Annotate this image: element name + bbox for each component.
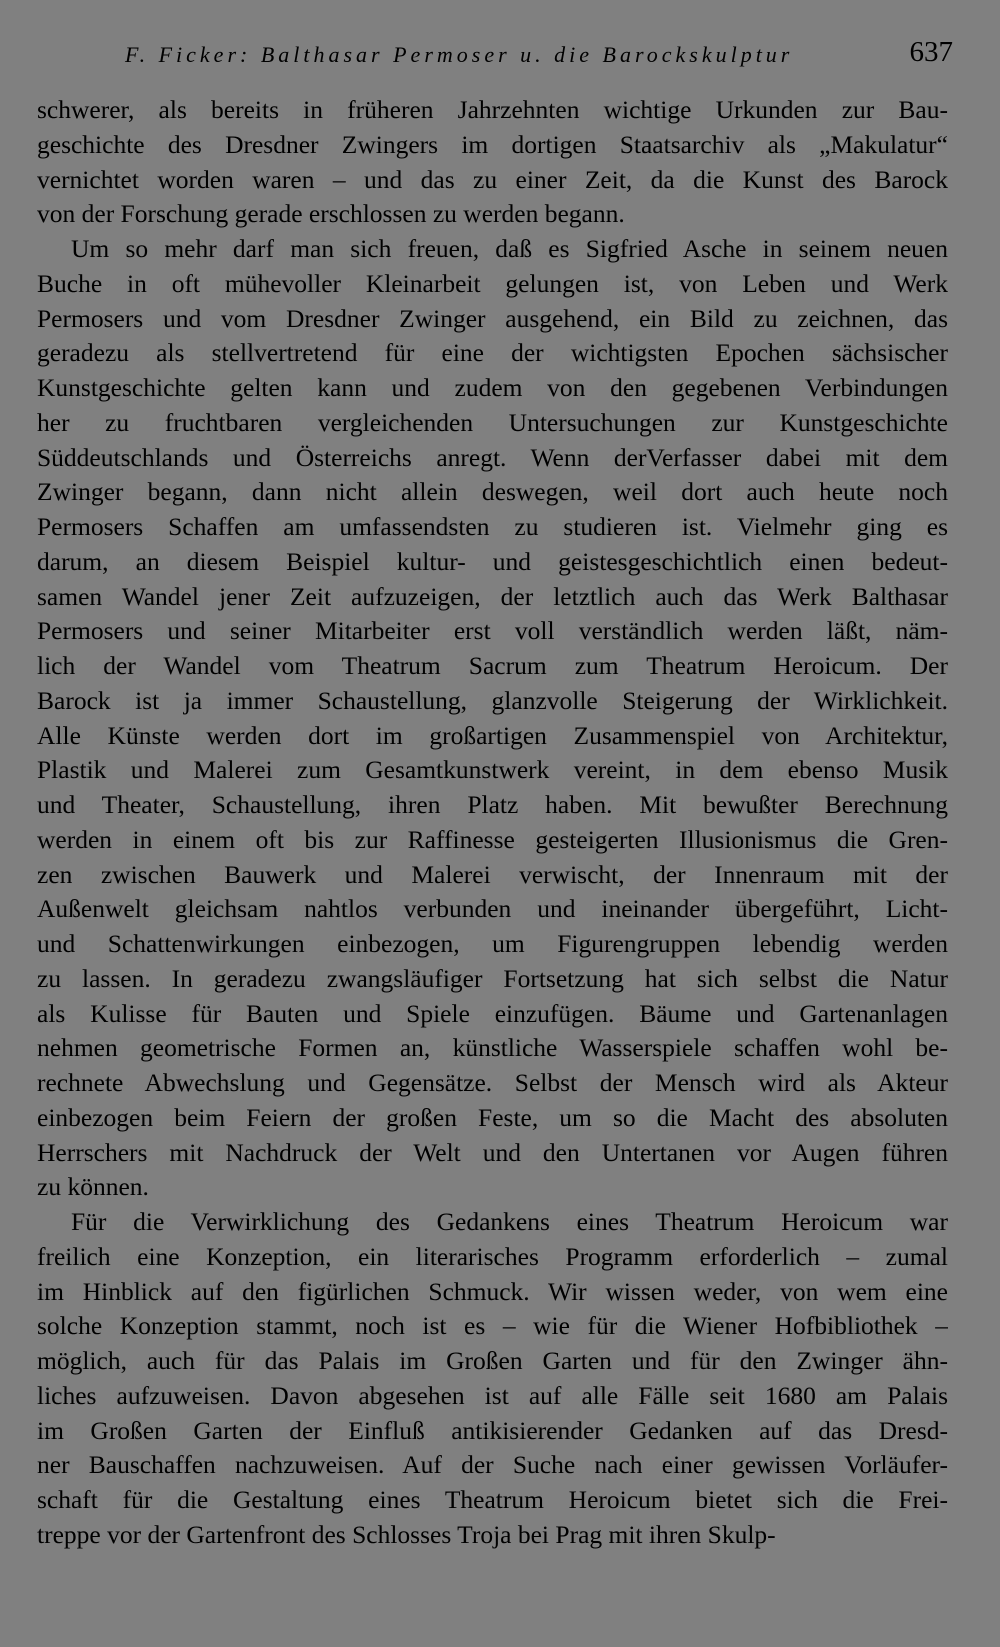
text-line: von der Forschung gerade erschlossen zu werden begann. — [37, 199, 625, 229]
text-line: zu lassen. In geradezu zwangsläufiger Fortsetzung hat sich selbst die Natur — [37, 963, 948, 993]
text-line: Permosers und vom Dresdner Zwinger ausgehend, ein Bild zu zeichnen, das — [37, 303, 948, 333]
text-line: und Schattenwirkungen einbezogen, um Figurengruppen lebendig werden — [37, 929, 948, 958]
text-line: darum, an diesem Beispiel kultur- und geistesgeschichtlich einen bedeut- — [37, 546, 948, 576]
text-line: als Kulisse für Bauten und Spiele einzufügen. Bäume und Gartenanlagen — [37, 998, 948, 1028]
text-line: geschichte des Dresdner Zwingers im dortigen Staatsarchiv als „Makulatur“ — [37, 129, 948, 159]
text-line: geradezu als stellvertretend für eine der wichtigsten Epochen sächsischer — [37, 338, 948, 368]
text-line: Süddeutschlands und Österreichs anregt. Wenn derVerfasser dabei mit dem — [37, 442, 948, 472]
text-line: Buche in oft mühevoller Kleinarbeit gelungen ist, von Leben und Werk — [37, 268, 948, 298]
page-header — [125, 36, 953, 76]
text-line: Kunstgeschichte gelten kann und zudem von den gegebenen Verbindungen — [37, 373, 948, 402]
text-line: möglich, auch für das Palais im Großen Garten und für den Zwinger ähn- — [37, 1346, 948, 1375]
text-line: freilich eine Konzeption, ein literarisches Programm erforderlich – zumal — [37, 1241, 948, 1271]
text-line: im Hinblick auf den figürlichen Schmuck. Wir wissen weder, von wem eine — [37, 1276, 948, 1306]
running-title: F. Ficker: Balthasar Permoser u. die Barockskulptur — [125, 42, 794, 67]
text-line: vernichtet worden waren – und das zu einer Zeit, da die Kunst des Barock — [37, 164, 948, 194]
text-line: und Theater, Schaustellung, ihren Platz haben. Mit bewußter Berechnung — [37, 790, 948, 819]
text-line: Außenwelt gleichsam nahtlos verbunden und ineinander übergeführt, Licht- — [37, 894, 948, 924]
text-line: werden in einem oft bis zur Raffinesse gesteigerten Illusionismus die Gren- — [37, 824, 948, 854]
text-line: Barock ist ja immer Schaustellung, glanzvolle Steigerung der Wirklichkeit. — [37, 685, 948, 715]
text-line: im Großen Garten der Einfluß antikisierender Gedanken auf das Dresd- — [37, 1415, 948, 1445]
text-line: Permosers und seiner Mitarbeiter erst voll verständlich werden läßt, näm- — [37, 616, 948, 646]
text-line: lich der Wandel vom Theatrum Sacrum zum Theatrum Heroicum. Der — [37, 651, 948, 680]
text-line: rechnete Abwechslung und Gegensätze. Selbst der Mensch wird als Akteur — [37, 1068, 948, 1097]
text-line: einbezogen beim Feiern der großen Feste, um so die Macht des absoluten — [37, 1102, 948, 1132]
text-line: Alle Künste werden dort im großartigen Zusammenspiel von Architektur, — [37, 720, 948, 750]
text-line: liches aufzuweisen. Davon abgesehen ist auf alle Fälle seit 1680 am Palais — [37, 1380, 948, 1410]
text-line: treppe vor der Gartenfront des Schlosses Troja bei Prag mit ihren Skulp- — [37, 1519, 776, 1549]
paragraph — [37, 93, 948, 232]
page-number: 637 — [909, 36, 953, 68]
text-line: solche Konzeption stammt, noch ist es – wie für die Wiener Hofbibliothek – — [37, 1311, 948, 1341]
text-line: Für die Verwirklichung des Gedankens eines Theatrum Heroicum war — [71, 1207, 948, 1236]
text-line: her zu fruchtbaren vergleichenden Untersuchungen zur Kunstgeschichte — [37, 407, 948, 437]
text-line: samen Wandel jener Zeit aufzuzeigen, der letztlich auch das Werk Balthasar — [37, 581, 948, 611]
text-line: Zwinger begann, dann nicht allein deswegen, weil dort auch heute noch — [37, 477, 948, 507]
text-line: Um so mehr darf man sich freuen, daß es Sigfried Asche in seinem neuen — [71, 234, 948, 263]
text-line: schaft für die Gestaltung eines Theatrum Heroicum bietet sich die Frei- — [37, 1485, 948, 1514]
body-text — [37, 93, 948, 1553]
text-line: ner Bauschaffen nachzuweisen. Auf der Suche nach einer gewissen Vorläufer- — [37, 1450, 948, 1480]
text-line: Permosers Schaffen am umfassendsten zu studieren ist. Vielmehr ging es — [37, 512, 948, 541]
text-line: zen zwischen Bauwerk und Malerei verwischt, der Innenraum mit der — [37, 859, 948, 889]
paragraph — [37, 1205, 948, 1553]
text-line: zu können. — [37, 1172, 149, 1202]
text-line: Herrschers mit Nachdruck der Welt und den Untertanen vor Augen führen — [37, 1137, 948, 1167]
text-line: schwerer, als bereits in früheren Jahrzehnten wichtige Urkunden zur Bau- — [37, 95, 948, 124]
paragraph — [37, 232, 948, 1205]
text-line: Plastik und Malerei zum Gesamtkunstwerk vereint, in dem ebenso Musik — [37, 755, 948, 785]
text-line: nehmen geometrische Formen an, künstliche Wasserspiele schaffen wohl be- — [37, 1033, 948, 1063]
